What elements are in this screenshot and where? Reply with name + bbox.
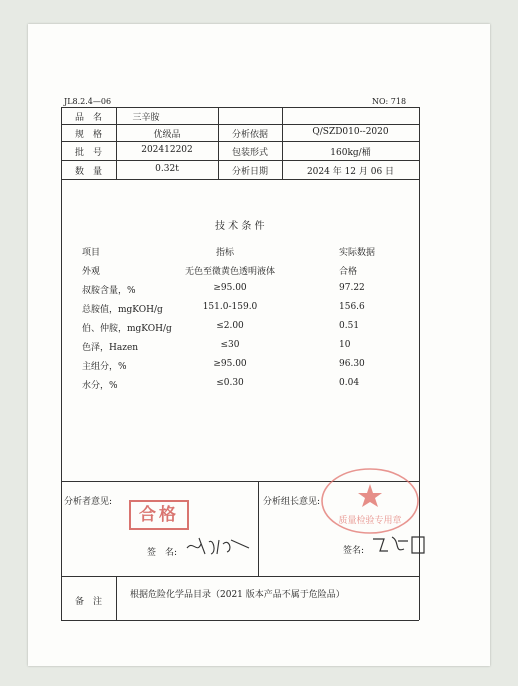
spec-header-actual: 实际数据: [339, 248, 376, 258]
pass-stamp: 合格: [129, 500, 189, 530]
spec-header-item: 项目: [82, 248, 101, 258]
batch-label: 批 号: [74, 148, 102, 158]
analyst-opinion-label: 分析者意见:: [64, 497, 113, 507]
spec-row-item: 总胺值，mgKOH/g: [82, 305, 163, 315]
spec-row-actual: 合格: [339, 267, 358, 277]
grade-value: 优级品: [153, 130, 181, 140]
spec-header-standard: 指标: [216, 248, 235, 258]
spec-row-standard: ≤30: [220, 340, 240, 350]
date-value: 2024 年 12 月 06 日: [306, 167, 395, 177]
spec-row-standard: ≤0.30: [216, 378, 244, 388]
analyst-sign-label: 签 名:: [147, 548, 178, 558]
pack-value: 160kg/桶: [330, 148, 371, 158]
spec-row-actual: 97.22: [339, 283, 365, 293]
spec-row-item: 主组分，%: [82, 362, 127, 372]
qty-value: 0.32t: [155, 164, 179, 174]
remark-label: 备 注: [74, 597, 102, 607]
spec-row-standard: ≥95.00: [213, 359, 247, 369]
seal-text: 质量检验专用章: [338, 516, 402, 526]
inspection-seal: [319, 466, 421, 536]
batch-value: 202412202: [141, 145, 193, 155]
spec-row-actual: 0.51: [339, 321, 360, 331]
product-value: 三辛胺: [132, 113, 160, 123]
spec-row-item: 色泽，Hazen: [82, 343, 139, 353]
spec-row-item: 叔胺含量，%: [82, 286, 136, 296]
qty-label: 数 量: [74, 167, 102, 177]
spec-title: 技 术 条 件: [215, 221, 265, 232]
grade-label: 规 格: [74, 130, 102, 140]
spec-row-actual: 96.30: [339, 359, 365, 369]
form-code: JL8.2.4—06: [64, 97, 112, 106]
spec-row-standard: 无色至微黄色透明液体: [184, 267, 275, 277]
spec-row-actual: 156.6: [339, 302, 365, 312]
report-number: NO: 718: [372, 97, 407, 106]
leader-sign-label: 签名:: [343, 546, 365, 556]
spec-row-item: 外观: [82, 267, 101, 277]
spec-row-item: 水分，%: [82, 381, 118, 391]
spec-row-standard: 151.0-159.0: [202, 302, 258, 312]
spec-row-standard: ≥95.00: [213, 283, 247, 293]
spec-row-item: 伯、仲胺，mgKOH/g: [82, 324, 172, 334]
analyst-signature: [183, 534, 253, 558]
basis-label: 分析依据: [231, 130, 268, 140]
pack-label: 包装形式: [231, 148, 268, 158]
remark-text: 根据危险化学品目录（2021 版本产品不属于危险品）: [130, 590, 345, 600]
spec-row-standard: ≤2.00: [216, 321, 244, 331]
product-label: 品 名: [74, 113, 102, 123]
spec-row-actual: 10: [339, 340, 351, 350]
date-label: 分析日期: [231, 167, 268, 177]
spec-row-actual: 0.04: [339, 378, 360, 388]
leader-signature: [370, 531, 430, 557]
basis-value: Q/SZD010--2020: [312, 127, 389, 137]
leader-opinion-label: 分析组长意见:: [263, 497, 321, 507]
